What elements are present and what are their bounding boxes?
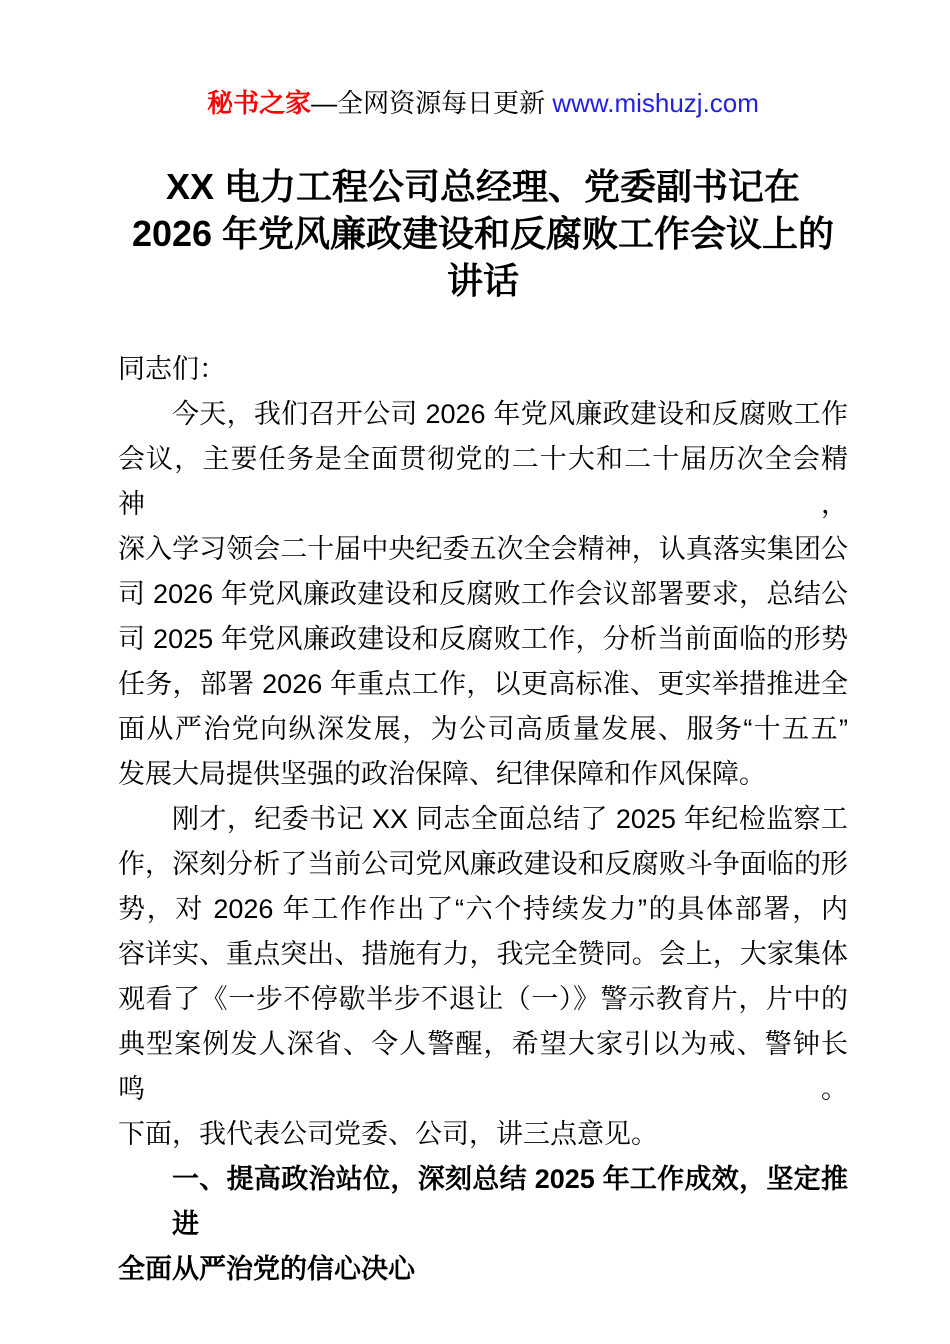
body-line: 司 2026 年党风廉政建设和反腐败工作会议部署要求，总结公	[118, 579, 848, 609]
body-line: 发展大局提供坚强的政治保障、纪律保障和作风保障。	[118, 759, 766, 789]
body-line: 作，深刻分析了当前公司党风廉政建设和反腐败斗争面临的形	[118, 849, 848, 879]
title-line: 2026 年党风廉政建设和反腐败工作会议上的	[131, 213, 835, 254]
body-line: 司 2025 年党风廉政建设和反腐败工作，分析当前面临的形势	[118, 624, 848, 654]
body-line: 会议，主要任务是全面贯彻党的二十大和二十届历次全会精神，	[118, 444, 848, 519]
site-header	[118, 0, 848, 119]
document-body	[118, 347, 848, 1292]
body-line: 势，对 2026 年工作作出了“六个持续发力”的具体部署，内	[118, 894, 848, 924]
body-line: 全面从严治党的信心决心	[118, 1254, 415, 1284]
site-tagline: 全网资源每日更新	[337, 88, 546, 118]
body-line: 同志们：	[118, 354, 226, 384]
body-line: 任务，部署 2026 年重点工作，以更高标准、更实举措推进全	[118, 669, 848, 699]
title-line: XX 电力工程公司总经理、党委副书记在	[165, 166, 801, 207]
body-line: 面从严治党向纵深发展，为公司高质量发展、服务“十五五”	[118, 714, 848, 744]
body-line: 观看了《一步不停歇半步不退让（一）》警示教育片，片中的	[118, 984, 848, 1014]
body-line: 典型案例发人深省、令人警醒，希望大家引以为戒、警钟长鸣。	[118, 1029, 848, 1104]
body-line: 深入学习领会二十届中央纪委五次全会精神，认真落实集团公	[118, 534, 848, 564]
body-line: 容详实、重点突出、措施有力，我完全赞同。会上，大家集体	[118, 939, 848, 969]
content-column	[118, 0, 848, 1292]
title-line: 讲话	[446, 260, 519, 301]
body-line: 刚才，纪委书记 XX 同志全面总结了 2025 年纪检监察工	[172, 804, 848, 834]
body-line: 今天，我们召开公司 2026 年党风廉政建设和反腐败工作	[172, 399, 848, 429]
site-brand: 秘书之家	[207, 88, 312, 118]
document-title	[118, 163, 848, 304]
site-url-link[interactable]: www.mishuzj.com	[552, 88, 759, 118]
header-dash: —	[311, 88, 338, 118]
body-line: 一、提高政治站位，深刻总结 2025 年工作成效，坚定推进	[172, 1164, 848, 1239]
body-line: 下面，我代表公司党委、公司，讲三点意见。	[118, 1119, 658, 1149]
